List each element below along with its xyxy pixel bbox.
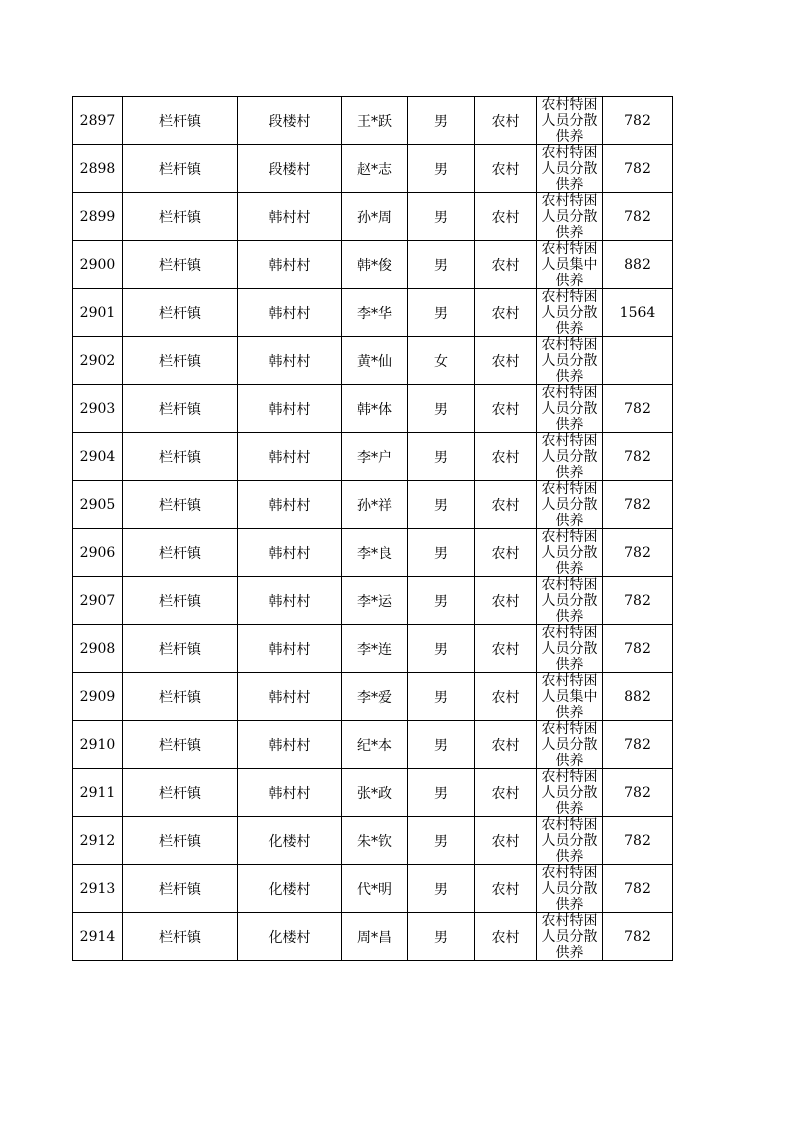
cell-town: 栏杆镇 [123,289,238,337]
cell-gender: 女 [408,337,475,385]
cell-serial-number: 2908 [73,625,123,673]
table-row [73,289,673,337]
cell-village: 韩村村 [238,769,342,817]
cell-amount: 782 [603,865,673,913]
table-row [73,97,673,145]
cell-support-type [537,721,603,769]
cell-town: 栏杆镇 [123,241,238,289]
cell-support-type [537,865,603,913]
cell-town: 栏杆镇 [123,769,238,817]
cell-support-type [537,625,603,673]
cell-village: 韩村村 [238,337,342,385]
cell-person-name: 孙*祥 [342,481,408,529]
cell-area-type: 农村 [475,769,537,817]
support-type-text: 农村特困人员分散供养 [541,817,598,864]
cell-gender: 男 [408,913,475,961]
support-type-text: 农村特困人员分散供养 [541,481,598,528]
cell-person-name: 孙*周 [342,193,408,241]
cell-amount: 882 [603,673,673,721]
cell-area-type: 农村 [475,145,537,193]
table-row [73,193,673,241]
cell-person-name: 李*运 [342,577,408,625]
cell-support-type [537,913,603,961]
table-row [73,673,673,721]
cell-serial-number: 2907 [73,577,123,625]
cell-town: 栏杆镇 [123,97,238,145]
cell-area-type: 农村 [475,625,537,673]
cell-gender: 男 [408,97,475,145]
cell-serial-number: 2897 [73,97,123,145]
cell-person-name: 王*跃 [342,97,408,145]
table-row [73,625,673,673]
support-type-text: 农村特困人员分散供养 [541,385,598,432]
cell-amount: 782 [603,817,673,865]
cell-gender: 男 [408,817,475,865]
cell-gender: 男 [408,577,475,625]
table-row [73,481,673,529]
cell-amount: 782 [603,145,673,193]
cell-gender: 男 [408,721,475,769]
support-type-text: 农村特困人员分散供养 [541,769,598,816]
cell-person-name: 李*华 [342,289,408,337]
cell-village: 韩村村 [238,193,342,241]
roster-body [73,97,673,961]
cell-support-type [537,385,603,433]
cell-gender: 男 [408,241,475,289]
cell-town: 栏杆镇 [123,721,238,769]
cell-amount: 782 [603,97,673,145]
cell-support-type [537,433,603,481]
cell-person-name: 纪*本 [342,721,408,769]
cell-town: 栏杆镇 [123,193,238,241]
cell-person-name: 张*政 [342,769,408,817]
cell-support-type [537,817,603,865]
cell-person-name: 赵*志 [342,145,408,193]
cell-serial-number: 2909 [73,673,123,721]
cell-village: 段楼村 [238,145,342,193]
cell-serial-number: 2901 [73,289,123,337]
cell-town: 栏杆镇 [123,913,238,961]
cell-amount: 782 [603,529,673,577]
cell-town: 栏杆镇 [123,433,238,481]
table-row [73,337,673,385]
support-type-text: 农村特困人员分散供养 [541,529,598,576]
cell-town: 栏杆镇 [123,337,238,385]
cell-gender: 男 [408,529,475,577]
cell-serial-number: 2902 [73,337,123,385]
support-type-text: 农村特困人员分散供养 [541,97,598,144]
cell-area-type: 农村 [475,289,537,337]
cell-village: 化楼村 [238,817,342,865]
cell-gender: 男 [408,865,475,913]
support-type-text: 农村特困人员集中供养 [541,673,598,720]
cell-amount: 782 [603,913,673,961]
cell-person-name: 李*连 [342,625,408,673]
cell-area-type: 农村 [475,385,537,433]
cell-serial-number: 2913 [73,865,123,913]
support-type-text: 农村特困人员分散供养 [541,913,598,960]
cell-person-name: 周*昌 [342,913,408,961]
cell-village: 韩村村 [238,529,342,577]
cell-village: 化楼村 [238,913,342,961]
cell-village: 韩村村 [238,673,342,721]
cell-village: 韩村村 [238,433,342,481]
cell-support-type [537,145,603,193]
cell-gender: 男 [408,193,475,241]
table-row [73,145,673,193]
cell-amount: 782 [603,481,673,529]
cell-support-type [537,337,603,385]
cell-serial-number: 2910 [73,721,123,769]
cell-town: 栏杆镇 [123,577,238,625]
cell-amount: 782 [603,625,673,673]
cell-gender: 男 [408,769,475,817]
cell-amount: 782 [603,385,673,433]
cell-serial-number: 2914 [73,913,123,961]
cell-person-name: 韩*俊 [342,241,408,289]
cell-gender: 男 [408,385,475,433]
cell-gender: 男 [408,625,475,673]
cell-person-name: 韩*体 [342,385,408,433]
cell-area-type: 农村 [475,193,537,241]
cell-village: 韩村村 [238,241,342,289]
cell-person-name: 李*良 [342,529,408,577]
cell-support-type [537,769,603,817]
cell-support-type [537,481,603,529]
cell-area-type: 农村 [475,529,537,577]
cell-town: 栏杆镇 [123,529,238,577]
cell-serial-number: 2899 [73,193,123,241]
support-type-text: 农村特困人员分散供养 [541,433,598,480]
cell-amount: 782 [603,721,673,769]
cell-support-type [537,97,603,145]
cell-support-type [537,673,603,721]
cell-person-name: 李*户 [342,433,408,481]
table-row [73,577,673,625]
cell-village: 韩村村 [238,289,342,337]
cell-village: 韩村村 [238,625,342,673]
cell-serial-number: 2903 [73,385,123,433]
cell-area-type: 农村 [475,673,537,721]
cell-person-name: 朱*钦 [342,817,408,865]
support-type-text: 农村特困人员集中供养 [541,241,598,288]
table-row [73,241,673,289]
cell-area-type: 农村 [475,97,537,145]
cell-town: 栏杆镇 [123,865,238,913]
cell-area-type: 农村 [475,817,537,865]
cell-amount [603,337,673,385]
cell-town: 栏杆镇 [123,817,238,865]
cell-gender: 男 [408,481,475,529]
cell-serial-number: 2906 [73,529,123,577]
cell-area-type: 农村 [475,913,537,961]
table-row [73,817,673,865]
support-type-text: 农村特困人员分散供养 [541,721,598,768]
support-type-text: 农村特困人员分散供养 [541,865,598,912]
cell-serial-number: 2911 [73,769,123,817]
cell-area-type: 农村 [475,241,537,289]
cell-support-type [537,241,603,289]
cell-area-type: 农村 [475,865,537,913]
cell-amount: 882 [603,241,673,289]
table-row [73,385,673,433]
cell-serial-number: 2904 [73,433,123,481]
table-row [73,913,673,961]
cell-gender: 男 [408,145,475,193]
cell-gender: 男 [408,289,475,337]
cell-person-name: 李*爱 [342,673,408,721]
cell-village: 段楼村 [238,97,342,145]
cell-area-type: 农村 [475,721,537,769]
cell-gender: 男 [408,673,475,721]
cell-support-type [537,193,603,241]
cell-support-type [537,577,603,625]
cell-area-type: 农村 [475,577,537,625]
cell-serial-number: 2898 [73,145,123,193]
cell-serial-number: 2905 [73,481,123,529]
cell-village: 韩村村 [238,577,342,625]
cell-person-name: 黄*仙 [342,337,408,385]
cell-amount: 782 [603,577,673,625]
cell-support-type [537,289,603,337]
cell-amount: 782 [603,193,673,241]
cell-village: 韩村村 [238,385,342,433]
table-row [73,529,673,577]
support-type-text: 农村特困人员分散供养 [541,289,598,336]
cell-person-name: 代*明 [342,865,408,913]
cell-area-type: 农村 [475,433,537,481]
table-row [73,865,673,913]
cell-amount: 782 [603,433,673,481]
cell-amount: 782 [603,769,673,817]
support-type-text: 农村特困人员分散供养 [541,625,598,672]
support-type-text: 农村特困人员分散供养 [541,337,598,384]
cell-town: 栏杆镇 [123,625,238,673]
cell-support-type [537,529,603,577]
cell-amount: 1564 [603,289,673,337]
roster-table [72,96,673,961]
support-type-text: 农村特困人员分散供养 [541,145,598,192]
support-type-text: 农村特困人员分散供养 [541,577,598,624]
table-row [73,769,673,817]
table-row [73,433,673,481]
cell-area-type: 农村 [475,337,537,385]
cell-village: 化楼村 [238,865,342,913]
cell-town: 栏杆镇 [123,673,238,721]
support-type-text: 农村特困人员分散供养 [541,193,598,240]
cell-serial-number: 2912 [73,817,123,865]
cell-serial-number: 2900 [73,241,123,289]
cell-town: 栏杆镇 [123,145,238,193]
cell-village: 韩村村 [238,721,342,769]
cell-gender: 男 [408,433,475,481]
cell-town: 栏杆镇 [123,385,238,433]
cell-town: 栏杆镇 [123,481,238,529]
cell-village: 韩村村 [238,481,342,529]
table-row [73,721,673,769]
cell-area-type: 农村 [475,481,537,529]
